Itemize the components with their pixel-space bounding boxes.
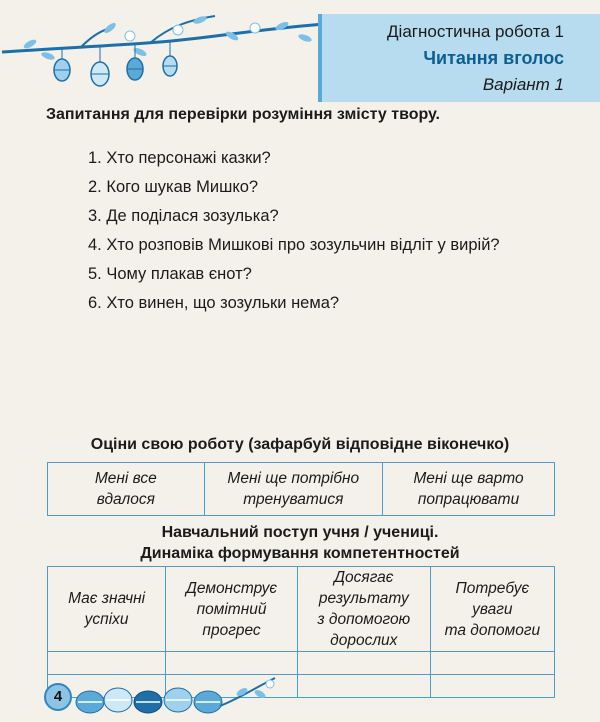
self-assessment-box-work[interactable]: Мені ще варто попрацювати <box>383 463 555 516</box>
work-type-title: Діагностична робота 1 <box>387 22 564 41</box>
progress-header-cell: Має значні успіхи <box>48 567 166 652</box>
easter-eggs-footer-decoration <box>70 672 280 718</box>
progress-cell[interactable] <box>430 675 554 698</box>
progress-cell[interactable] <box>430 652 554 675</box>
self-assessment-table <box>47 462 555 516</box>
variant-label: Варіант 1 <box>482 75 564 94</box>
question-item: 1. Хто персонажі казки? <box>88 149 271 167</box>
question-item: 3. Де поділася зозулька? <box>88 207 279 225</box>
header-banner <box>318 14 600 102</box>
work-subject-title: Читання вголос <box>423 48 564 68</box>
self-assessment-box-success[interactable]: Мені все вдалося <box>48 463 205 516</box>
questions-list <box>88 146 500 320</box>
question-item: 4. Хто розповів Мишкові про зозульчин відліт у вирій? <box>88 236 500 254</box>
question-item: 5. Чому плакав єнот? <box>88 265 252 283</box>
progress-cell[interactable] <box>297 652 430 675</box>
branch-with-eggs-decoration <box>0 8 330 108</box>
self-assessment-box-practice[interactable]: Мені ще потрібно тренуватися <box>204 463 382 516</box>
progress-cell[interactable] <box>297 675 430 698</box>
progress-heading: Навчальний поступ учня / учениці. Динаміка формування компетентностей <box>140 524 460 562</box>
progress-header-cell: Потребує уваги та допомоги <box>430 567 554 652</box>
progress-header-cell: Демонструє помітний прогрес <box>166 567 298 652</box>
page-number: 4 <box>44 683 72 711</box>
question-item: 6. Хто винен, що зозульки нема? <box>88 294 340 312</box>
self-assessment-heading: Оціни свою роботу (зафарбуй відповідне віконечко) <box>90 436 510 453</box>
progress-header-cell: Досягає результату з допомогою дорослих <box>297 567 430 652</box>
question-item: 2. Кого шукав Мишко? <box>88 178 259 196</box>
questions-heading: Запитання для перевірки розуміння змісту твору. <box>46 106 440 123</box>
